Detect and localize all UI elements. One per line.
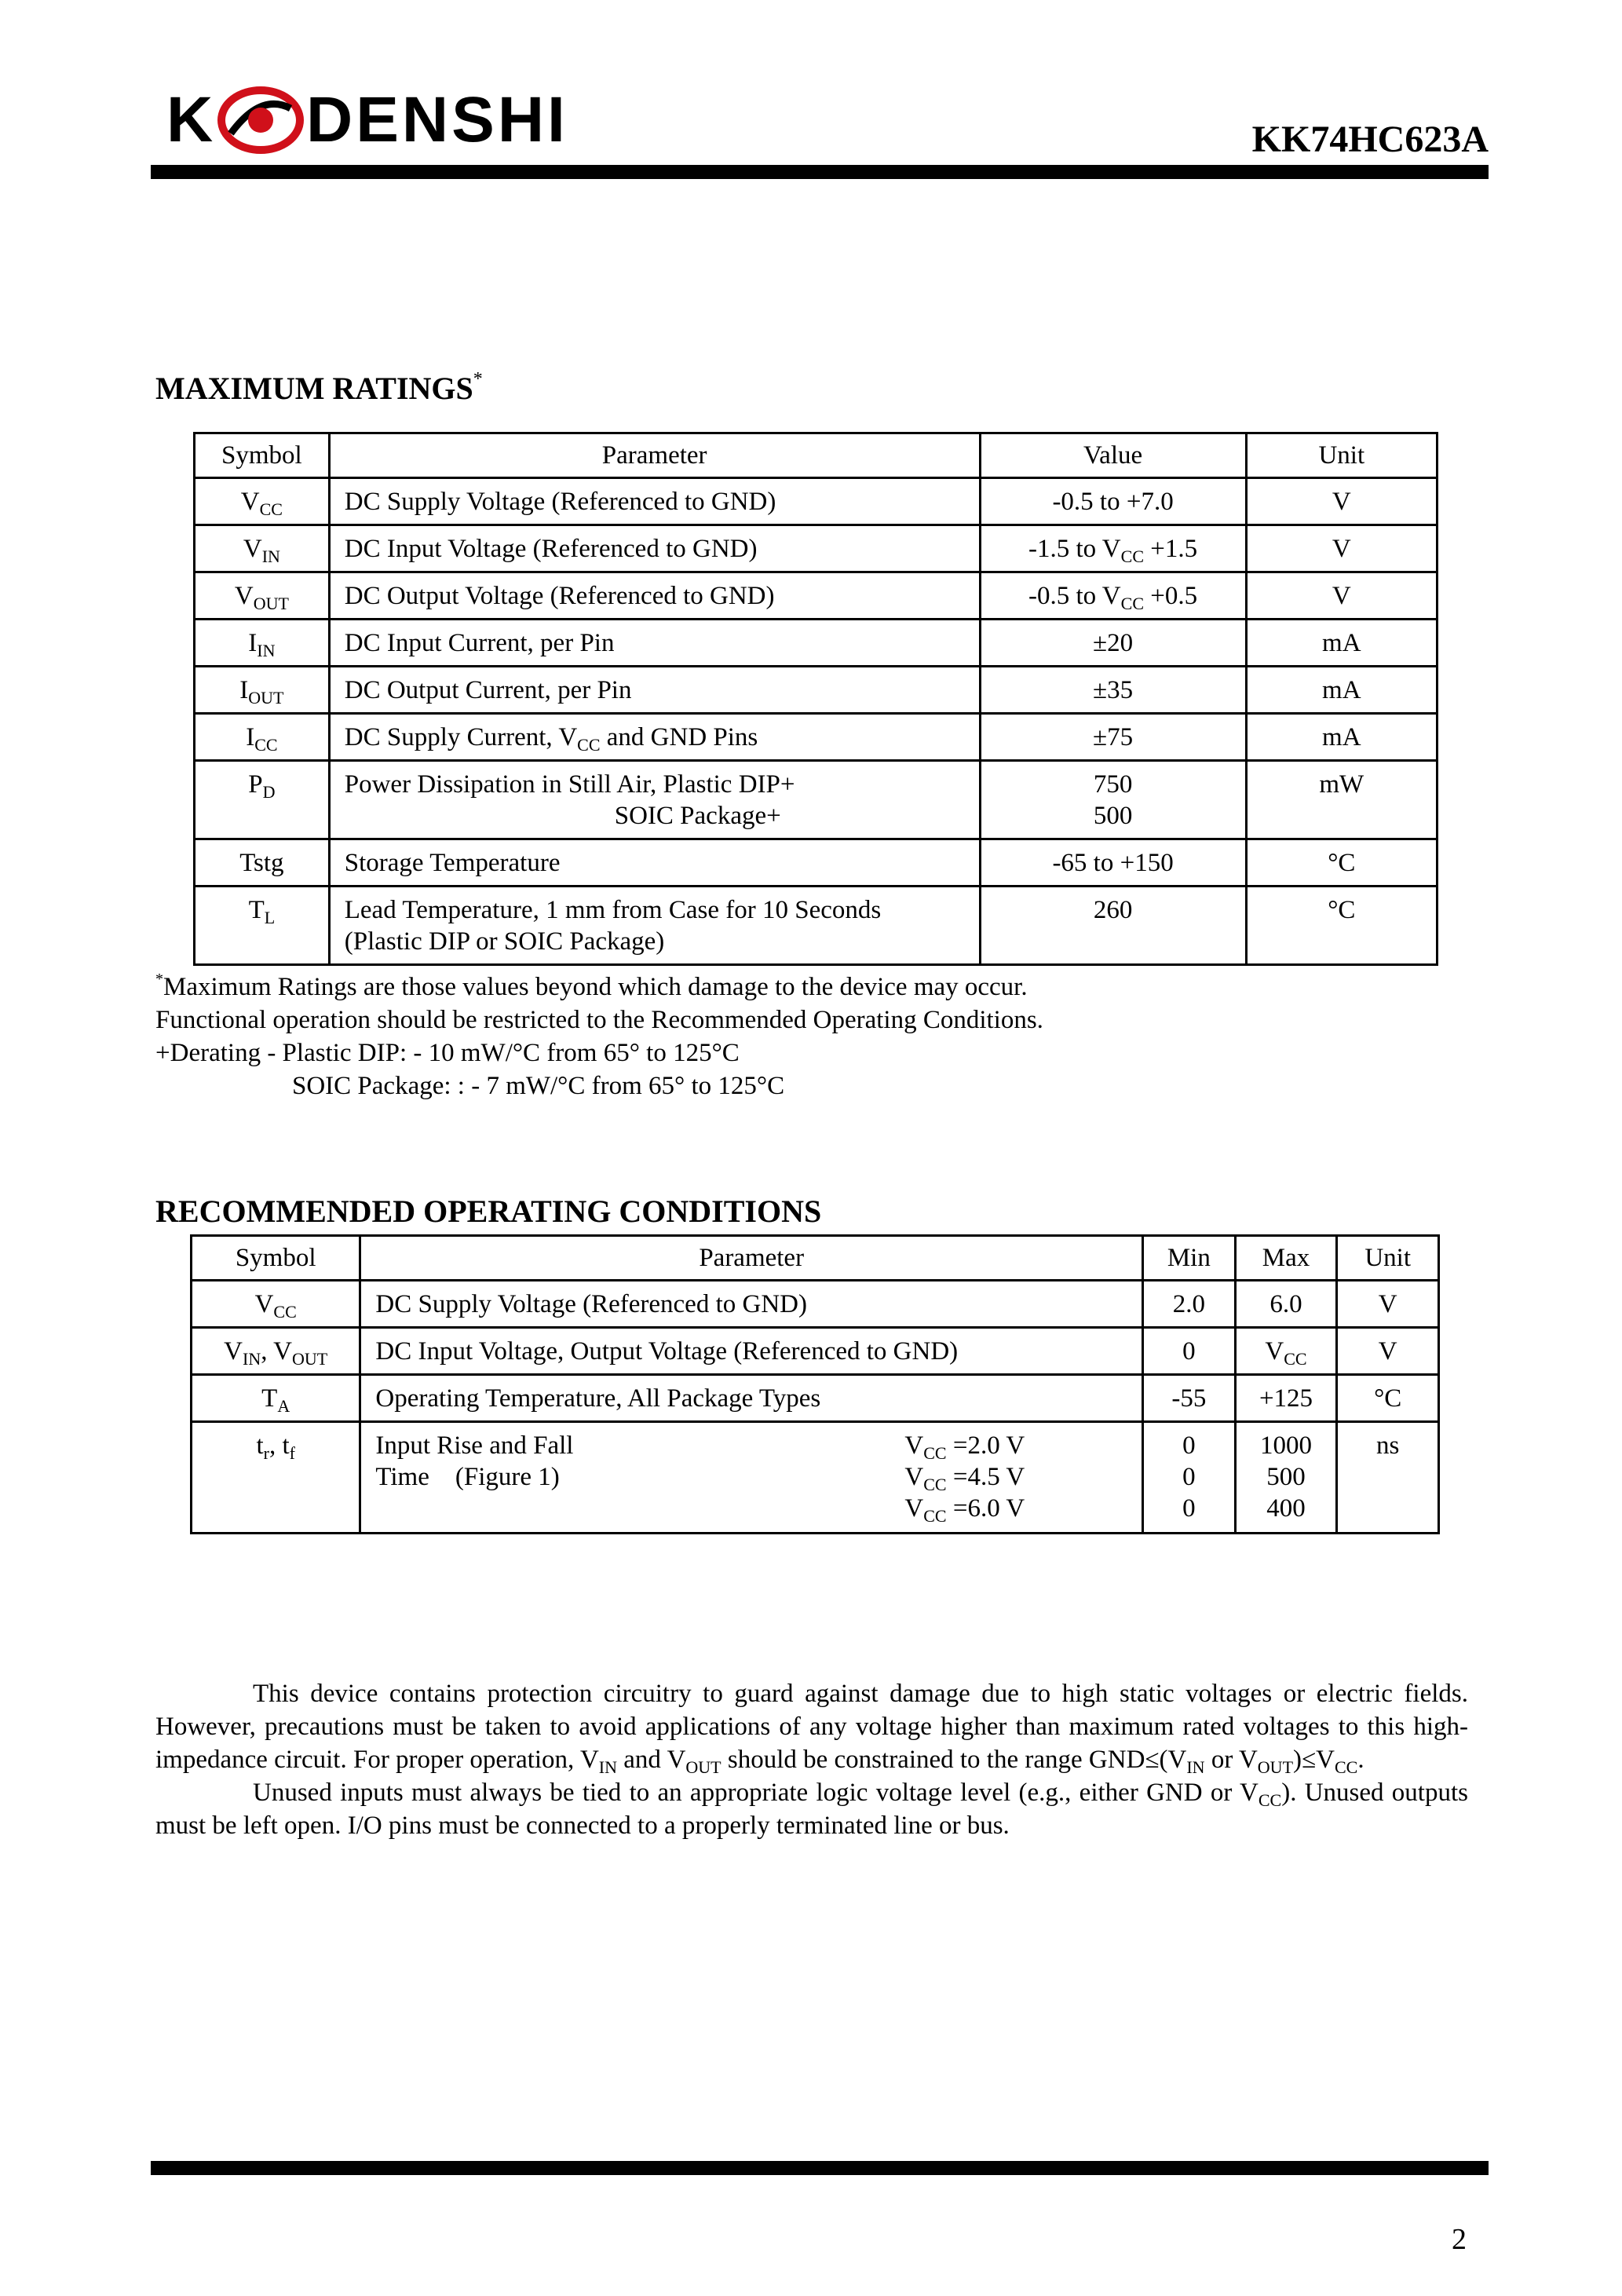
recommended-conditions-title: RECOMMENDED OPERATING CONDITIONS	[155, 1194, 822, 1229]
symbol-cell: $V_{CC}$	[192, 1281, 360, 1328]
unit-cell: mA	[1246, 714, 1437, 761]
table-row	[192, 1422, 1439, 1534]
col-header: Unit	[1337, 1236, 1439, 1281]
part-number: KK74HC623A	[1251, 119, 1489, 160]
parameter-cell: Lead Temperature, 1 mm from Case for 10 Seconds (Plastic DIP or SOIC Package)	[329, 887, 980, 965]
value-cell: -0.5 to $V_{CC} +0.5$	[980, 572, 1246, 620]
col-header: Max	[1235, 1236, 1337, 1281]
unit-cell: °C	[1337, 1375, 1439, 1422]
value-cell: 750 500	[980, 761, 1246, 839]
col-header: Symbol	[195, 433, 330, 478]
parameter-cell: Storage Temperature	[329, 839, 980, 887]
symbol-cell: $V_{CC}$	[195, 478, 330, 525]
col-header: Parameter	[360, 1236, 1143, 1281]
condition-list: $V_{CC} =2.0$ V $V_{CC} =4.5$ V $V_{CC} =6.0$ V	[904, 1431, 1025, 1526]
symbol-cell: $I_{OUT}$	[195, 667, 330, 714]
max-cell: 6.0	[1235, 1281, 1337, 1328]
col-header: Symbol	[192, 1236, 360, 1281]
table-row	[195, 839, 1438, 887]
col-header: Parameter	[329, 433, 980, 478]
svg-text:K: K	[166, 85, 215, 155]
col-header: Unit	[1246, 433, 1437, 478]
value-cell: -0.5 to +7.0	[980, 478, 1246, 525]
unit-cell: mA	[1246, 620, 1437, 667]
min-cell: -55	[1143, 1375, 1236, 1422]
symbol-cell: $t_r$, $t_f$	[192, 1422, 360, 1534]
kodenshi-logo	[166, 85, 653, 155]
symbol-cell: $P_D$	[195, 761, 330, 839]
symbol-cell: $I_{CC}$	[195, 714, 330, 761]
parameter-cell: DC Supply Current, $V_{CC}$ and GND Pins	[329, 714, 980, 761]
unit-cell: ns	[1337, 1422, 1439, 1534]
paragraph: Unused inputs must always be tied to an appropriate logic voltage level (e.g., either GND or $V_{CC}$). Unused outputs must be left open. I/O pins must be connected to a properly terminated line or bus.	[155, 1779, 1468, 1840]
note-line: SOIC Package: : - 7 mW/°C from 65° to 125°C	[292, 1072, 785, 1100]
symbol-cell: $T_L$	[195, 887, 330, 965]
parameter-cell: DC Input Voltage (Referenced to GND)	[329, 525, 980, 572]
value-cell: ±35	[980, 667, 1246, 714]
unit-cell: V	[1246, 525, 1437, 572]
parameter-cell: DC Supply Voltage (Referenced to GND)	[360, 1281, 1143, 1328]
max-cell: $V_{CC}$	[1235, 1328, 1337, 1375]
parameter-cell: DC Input Current, per Pin	[329, 620, 980, 667]
parameter-cell: Power Dissipation in Still Air, Plastic DIP+ SOIC Package+	[329, 761, 980, 839]
logo-swirl-mark	[221, 90, 300, 150]
parameter-cell: DC Output Voltage (Referenced to GND)	[329, 572, 980, 620]
recommended-conditions-table	[190, 1234, 1440, 1534]
symbol-cell: $V_{IN}$, $V_{OUT}$	[192, 1328, 360, 1375]
unit-cell: V	[1246, 572, 1437, 620]
paragraph: This device contains protection circuitry to guard against damage due to high static voltages or electric fields. However, precautions must be taken to avoid applications of any voltage higher than maximum rated voltages to this high-impedance circuit. For proper operation, $V_{IN}$ and $V_{OUT}$ should be constrained to the range $GND\le(V_{IN}$ or $V_{OUT})\le V_{CC}$.	[155, 1680, 1468, 1777]
unit-cell: V	[1337, 1281, 1439, 1328]
max-ratings-table	[193, 432, 1438, 966]
note-line: Functional operation should be restricted to the Recommended Operating Conditions.	[155, 1006, 1043, 1034]
table-row	[195, 572, 1438, 620]
header-rule	[151, 165, 1489, 179]
table-row	[195, 761, 1438, 839]
parameter-cell	[360, 1422, 1143, 1534]
table-row	[195, 714, 1438, 761]
unit-cell: °C	[1246, 887, 1437, 965]
unit-cell: V	[1337, 1328, 1439, 1375]
unit-cell: mW	[1246, 761, 1437, 839]
symbol-cell: $V_{IN}$	[195, 525, 330, 572]
unit-cell: mA	[1246, 667, 1437, 714]
esd-protection-text	[155, 1677, 1468, 1842]
min-cell: 2.0	[1143, 1281, 1236, 1328]
unit-cell: V	[1246, 478, 1437, 525]
symbol-cell: $I_{IN}$	[195, 620, 330, 667]
max-ratings-title: MAXIMUM RATINGS*	[155, 369, 483, 406]
value-cell: -1.5 to $V_{CC} +1.5$	[980, 525, 1246, 572]
value-cell: ±75	[980, 714, 1246, 761]
parameter-cell: DC Output Current, per Pin	[329, 667, 980, 714]
value-cell: -65 to +150	[980, 839, 1246, 887]
page-number: 2	[1452, 2223, 1467, 2256]
max-cell: 1000 500 400	[1235, 1422, 1337, 1534]
table-row	[195, 667, 1438, 714]
table-row	[195, 887, 1438, 965]
min-cell: 0	[1143, 1328, 1236, 1375]
symbol-cell: Tstg	[195, 839, 330, 887]
symbol-cell: $T_A$	[192, 1375, 360, 1422]
table-header-row	[192, 1236, 1439, 1281]
parameter-cell: DC Input Voltage, Output Voltage (Referenced to GND)	[360, 1328, 1143, 1375]
table-row	[192, 1281, 1439, 1328]
parameter-cell: DC Supply Voltage (Referenced to GND)	[329, 478, 980, 525]
symbol-cell: $V_{OUT}$	[195, 572, 330, 620]
min-cell: 0 0 0	[1143, 1422, 1236, 1534]
table-row	[195, 525, 1438, 572]
table-row	[192, 1375, 1439, 1422]
value-cell: 260	[980, 887, 1246, 965]
max-ratings-notes	[155, 971, 1412, 1102]
parameter-cell: Operating Temperature, All Package Types	[360, 1375, 1143, 1422]
col-header: Min	[1143, 1236, 1236, 1281]
value-cell: ±20	[980, 620, 1246, 667]
table-row	[195, 478, 1438, 525]
table-row	[195, 620, 1438, 667]
footer-rule	[151, 2161, 1489, 2175]
table-header-row	[195, 433, 1438, 478]
table-row	[192, 1328, 1439, 1375]
unit-cell: °C	[1246, 839, 1437, 887]
col-header: Value	[980, 433, 1246, 478]
parameter-text: Input Rise and Fall Time (Figure 1)	[375, 1431, 574, 1491]
svg-text:DENSHI: DENSHI	[306, 85, 568, 155]
max-cell: +125	[1235, 1375, 1337, 1422]
note-line: +Derating - Plastic DIP: - 10 mW/°C from 65° to 125°C	[155, 1039, 740, 1067]
note-line: *Maximum Ratings are those values beyond which damage to the device may occur.	[155, 971, 1028, 1001]
